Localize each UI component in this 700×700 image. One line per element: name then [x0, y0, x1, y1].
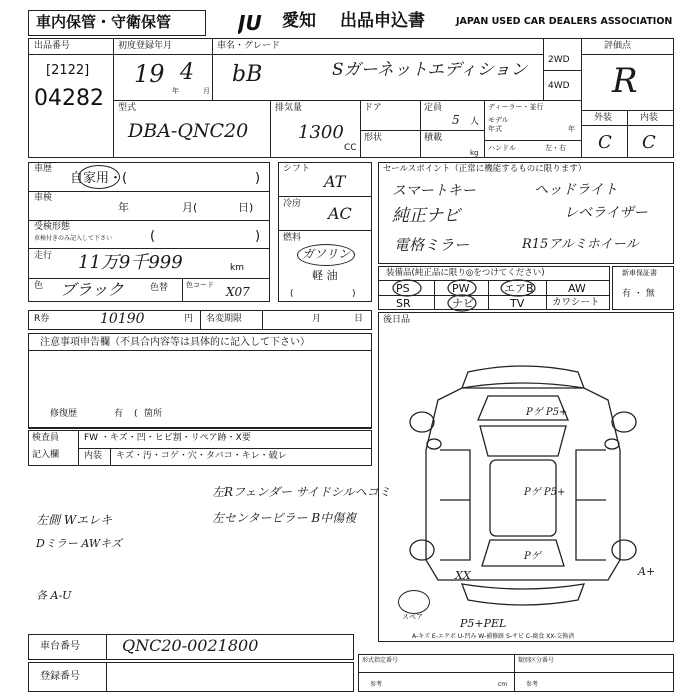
damage-legend: A-キズ E-エクボ U-凹み W-補修跡 S-サビ C-腐食 XX-交換済 [412, 633, 575, 640]
dealer-line1: ディーラー・並行 [488, 103, 544, 111]
inspection-day-unit: 日) [238, 201, 254, 214]
dealer-year: 年式 [488, 125, 502, 133]
fuel-bullet-left: ( [290, 289, 294, 299]
registration-month-unit: 月 [203, 87, 210, 95]
color-label: 色 [34, 281, 44, 291]
model-grade: Sガーネットエディション [332, 60, 528, 80]
cm-label: cm [498, 681, 508, 688]
dealer-model: モデル [488, 116, 509, 124]
selling-point-2: ヘッドライト [534, 182, 618, 198]
selling-points-title: セールスポイント（正常に機能するものに限ります） [383, 164, 587, 174]
lot-number: 04282 [34, 86, 104, 111]
org-name: 愛知 [282, 11, 316, 31]
roof-shape [490, 460, 556, 536]
inspector-interior-row: キズ・汚・コゲ・穴・タバコ・キレ・破レ [116, 451, 287, 461]
front-bumper-shape [462, 366, 584, 388]
repair-value: 有 [114, 409, 124, 419]
car-diagram [408, 360, 638, 620]
diagram-mark-4: XX [455, 569, 471, 582]
left-doors-shape [440, 450, 470, 560]
selling-point-4: レベライザー [564, 205, 648, 221]
diagram-mark-6: P5+PEL [460, 617, 507, 630]
equip-sr: SR [396, 297, 411, 310]
displacement-unit: CC [344, 143, 357, 153]
equip-airbag: エアB [504, 282, 534, 295]
inspector-label-2: 記入欄 [32, 450, 60, 460]
repair-open: ( [134, 409, 138, 419]
model-label: 車名・グレード [217, 41, 281, 51]
inspection-label: 車検 [34, 193, 53, 203]
lot-sub-number: [2122] [46, 63, 90, 78]
displacement-label: 排気量 [275, 103, 303, 113]
notes-title: 注意事項申告欄（不具合内容等は具体的に記入して下さい） [40, 337, 310, 348]
name-change-label: 名変期限 [206, 314, 243, 324]
shift-value: AT [324, 172, 346, 191]
wheel-fl [410, 412, 434, 432]
shift-label: シフト [283, 164, 311, 174]
score-value: R [612, 61, 638, 101]
transfer-close: ) [255, 229, 261, 244]
transfer-note: 車検付きのみ記入して下さい [34, 235, 113, 242]
interior-value: C [642, 132, 656, 153]
shape-label: 形状 [364, 133, 383, 143]
diagram-mark-3: Pゲ [524, 551, 541, 562]
windshield-shape [480, 426, 566, 456]
equip-navi: ナビ [452, 297, 474, 310]
storage-label: 車内保管・守衛保管 [36, 13, 172, 31]
handle-options: 左・右 [545, 144, 566, 152]
fuel-label: 燃料 [283, 233, 302, 243]
fuel-option2: 軽 油 [312, 269, 338, 282]
dealer-year-unit: 年 [568, 125, 575, 133]
transfer-open: ( [150, 229, 156, 244]
capacity-unit: 人 [470, 117, 480, 127]
inspector-note-5: 各 A-U [36, 589, 72, 602]
inspector-note-1: 左Rフェンダー サイドシルヘコミ [212, 485, 391, 499]
load-unit: kg [470, 149, 479, 157]
registration-no-label: 登録番号 [40, 671, 80, 682]
fuel-value: ガソリン [302, 247, 351, 261]
mirror-left [427, 439, 441, 449]
fuel-bullet-right: ) [352, 289, 356, 299]
registration-label: 初度登録年月 [118, 41, 173, 51]
body-outline [426, 388, 620, 580]
inspector-interior-label: 内装 [84, 451, 103, 461]
inspector-note-2: 左センターピラー B中傷複 [212, 511, 357, 525]
rear-bumper-shape [462, 584, 584, 605]
equipment-title: 装備品(純正品に限り◎をつけてください) [386, 268, 545, 278]
history-value: 自家用・( [70, 171, 128, 186]
warranty-label: 新車保証書 [622, 269, 657, 277]
selling-point-3: 純正ナビ [392, 206, 460, 226]
lot-label: 出品番号 [34, 41, 71, 51]
recycle-label: R券 [34, 314, 50, 324]
mileage-unit: km [230, 263, 244, 273]
chassis-label: 車台番号 [40, 641, 80, 652]
name-change-day: 日 [354, 314, 364, 324]
ac-value: AC [328, 204, 352, 223]
type-code-label: 類別区分番号 [518, 657, 555, 664]
equip-pw: PW [452, 282, 470, 295]
diagram-mark-2: Pゲ P5+ [524, 487, 566, 498]
interior-label: 内装 [640, 113, 659, 123]
equip-tv: TV [510, 297, 525, 310]
code-block [358, 654, 674, 692]
inspector-note-3: 左側 Wエレキ [36, 513, 113, 527]
capacity-label: 定員 [424, 103, 443, 113]
mileage-label: 走行 [34, 251, 53, 261]
recycle-value: 10190 [100, 311, 145, 327]
name-change-month: 月 [312, 314, 322, 324]
wheel-rr [612, 540, 636, 560]
association-name: JAPAN USED CAR DEALERS ASSOCIATION [456, 16, 673, 27]
chassis-value: QNC20-0021800 [122, 636, 259, 655]
spare-label: スペア [402, 613, 423, 621]
right-doors-shape [576, 450, 606, 560]
ac-label: 冷房 [283, 199, 302, 209]
inspector-label-1: 検査員 [32, 433, 60, 443]
svg-text:JU: JU [238, 12, 262, 34]
color-code-value: X07 [226, 285, 250, 299]
shape-code-label: 形式指定番号 [362, 657, 399, 664]
rear-label: 後日品 [383, 315, 411, 325]
selling-point-6: R15アルミホイール [522, 237, 639, 252]
type-label: 型式 [118, 103, 137, 113]
recycle-unit: 円 [184, 314, 194, 324]
inspector-note-4: Dミラー AWキズ [36, 537, 122, 550]
rear-window-shape [482, 540, 564, 566]
mirror-right [605, 439, 619, 449]
equip-ps: PS [396, 282, 410, 295]
diagram-mark-5: A+ [638, 565, 656, 578]
registration-month: 4 [180, 60, 194, 85]
color-change-label: 色替 [150, 283, 169, 293]
inspector-fw-row: FW ・キズ・凹・ヒビ割・リペア跡・X要 [84, 433, 251, 443]
ju-logo-icon [238, 12, 280, 34]
capacity-value: 5 [452, 113, 460, 127]
inspection-month-unit: 月( [182, 201, 198, 214]
drive-2wd: 2WD [548, 55, 570, 65]
ju-logo [238, 12, 280, 34]
wheel-rl [410, 540, 434, 560]
wheel-fr [612, 412, 636, 432]
exterior-value: C [598, 132, 612, 153]
repair-label: 修復歴 [50, 409, 78, 419]
model-name: bB [232, 62, 263, 87]
equip-aw: AW [568, 282, 586, 295]
type-value: DBA-QNC20 [128, 120, 249, 142]
exterior-label: 外装 [594, 113, 613, 123]
selling-point-1: スマートキー [392, 183, 476, 199]
registration-year: 19 [134, 60, 165, 88]
spare-tire [398, 590, 430, 614]
ref-label-1: 参考 [370, 681, 383, 688]
ref-label-2: 参考 [526, 681, 539, 688]
handle-label: ハンドル [488, 144, 516, 152]
registration-year-unit: 年 [172, 87, 179, 95]
load-label: 積載 [424, 133, 443, 143]
drive-4wd: 4WD [548, 81, 570, 91]
mileage-value: 11万9千999 [78, 252, 183, 273]
score-label: 評価点 [604, 41, 632, 51]
history-label: 車歴 [34, 164, 53, 174]
diagram-mark-1: Pゲ P5+ [526, 407, 568, 418]
transfer-label: 受検形態 [34, 222, 71, 232]
form-title: 出品申込書 [340, 11, 425, 31]
door-label: ドア [364, 103, 382, 113]
equip-seat: カワシート [552, 297, 600, 308]
history-close: ) [255, 171, 261, 186]
color-value: ブラック [60, 280, 124, 299]
inspection-year-unit: 年 [118, 201, 129, 214]
color-code-label: 色コード [186, 281, 214, 289]
displacement-value: 1300 [298, 122, 344, 143]
selling-point-5: 電格ミラー [394, 236, 470, 254]
repair-place: 箇所 [144, 409, 163, 419]
warranty-options: 有 ・ 無 [622, 289, 655, 299]
